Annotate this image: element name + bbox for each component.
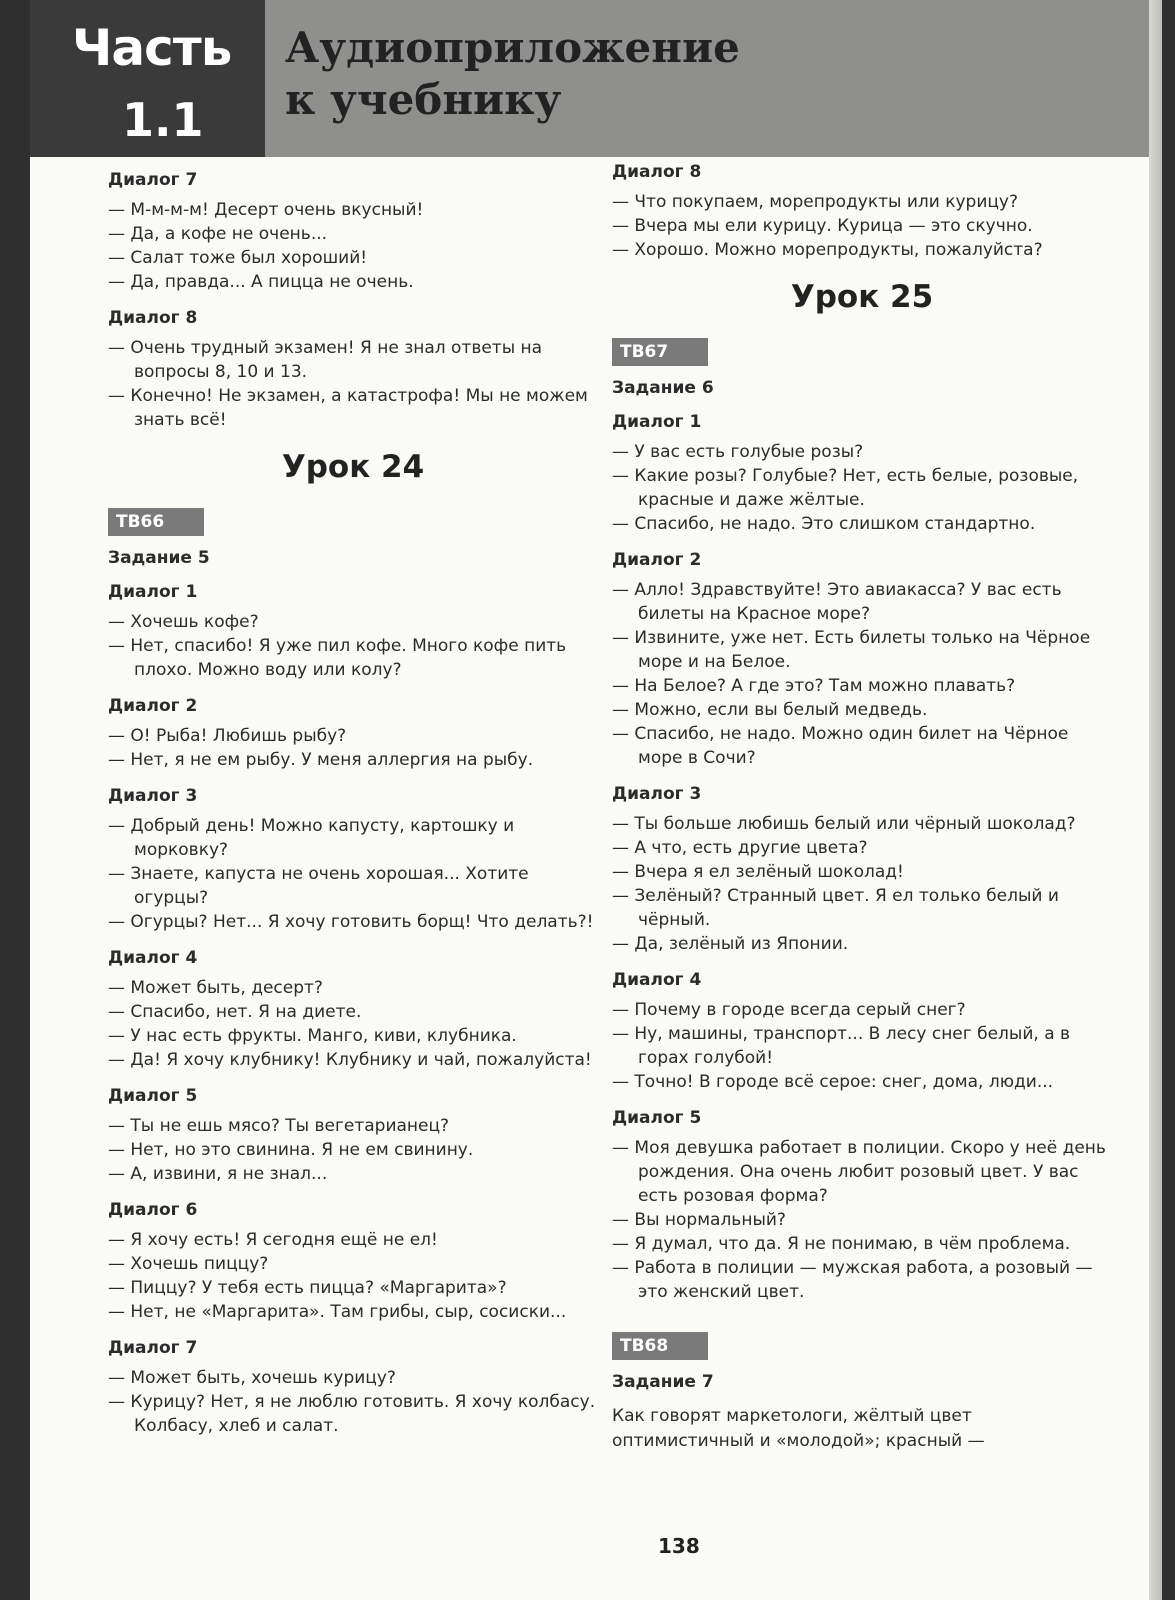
dialog-title: Диалог 1 <box>612 412 702 432</box>
dialog-line: — Я думал, что да. Я не понимаю, в чём проблема. <box>612 1234 1071 1254</box>
task-heading-6: Задание 6 <box>612 378 714 398</box>
dialog-line: — Нет, я не ем рыбу. У меня аллергия на рыбу. <box>108 750 534 770</box>
dialog-block <box>108 784 598 934</box>
dialog-block <box>108 168 598 294</box>
dialog-line: — Я хочу есть! Я сегодня ещё не ел! <box>108 1230 438 1250</box>
dialog-title: Диалог 8 <box>612 162 702 182</box>
dialog-line: — У нас есть фрукты. Манго, киви, клубника. <box>108 1026 517 1046</box>
right-dialogs <box>612 410 1112 1304</box>
track-badge-tb67: ТВ67 <box>612 338 708 366</box>
dialog-block <box>612 410 1112 536</box>
dialog-block <box>108 694 598 772</box>
dialog-line: — Хорошо. Можно морепродукты, пожалуйста? <box>612 240 1043 260</box>
dialog-block <box>612 782 1112 956</box>
dialog-block <box>108 580 598 682</box>
dialog-line: — Да, правда... А пицца не очень. <box>108 272 414 292</box>
dialog-line: — Вчера я ел зелёный шоколад! <box>612 862 904 882</box>
dialog-title: Диалог 4 <box>108 948 198 968</box>
part-number: 1.1 <box>122 93 204 147</box>
dialog-line: — У вас есть голубые розы? <box>612 442 864 462</box>
dialog-title: Диалог 7 <box>108 170 198 190</box>
dialog-title: Диалог 8 <box>108 308 198 328</box>
dialog-line: — Нет, спасибо! Я уже пил кофе. Много кофе пить плохо. Можно воду или колу? <box>108 636 567 680</box>
dialog-title: Диалог 1 <box>108 582 198 602</box>
dialog-line: — О! Рыба! Любишь рыбу? <box>108 726 347 746</box>
left-pre-dialogs <box>108 168 598 432</box>
right-pre-dialog <box>612 160 1112 262</box>
left-column <box>108 168 598 1450</box>
dialog-title: Диалог 5 <box>108 1086 198 1106</box>
dialog-line: — Хочешь пиццу? <box>108 1254 269 1274</box>
dialog-line: — Конечно! Не экзамен, а катастрофа! Мы не можем знать всё! <box>108 386 588 430</box>
dialog-line: — Да, зелёный из Японии. <box>612 934 849 954</box>
dialog-line: — Зелёный? Странный цвет. Я ел только белый и чёрный. <box>612 886 1059 930</box>
dialog-title: Диалог 3 <box>108 786 198 806</box>
task-heading-7: Задание 7 <box>612 1372 714 1392</box>
dialog-line: — Какие розы? Голубые? Нет, есть белые, розовые, красные и даже жёлтые. <box>612 466 1079 510</box>
dialog-line: — Ты больше любишь белый или чёрный шоколад? <box>612 814 1076 834</box>
textbook-page <box>30 0 1162 1600</box>
dialog-line: — Вчера мы ели курицу. Курица — это скучно. <box>612 216 1033 236</box>
page-title <box>285 22 740 126</box>
dialog-title: Диалог 5 <box>612 1108 702 1128</box>
dialog-line: — Да, а кофе не очень... <box>108 224 328 244</box>
dialog-line: — Точно! В городе всё серое: снег, дома, люди... <box>612 1072 1054 1092</box>
dialog-line: — Нет, не «Маргарита». Там грибы, сыр, сосиски... <box>108 1302 567 1322</box>
title-line-1: Аудиоприложение <box>285 23 740 72</box>
track-badge-tb66: ТВ66 <box>108 508 204 536</box>
dialog-line: — Вы нормальный? <box>612 1210 786 1230</box>
dialog-block <box>108 1198 598 1324</box>
track-badge-tb68: ТВ68 <box>612 1332 708 1360</box>
dialog-line: — Алло! Здравствуйте! Это авиакасса? У вас есть билеты на Красное море? <box>612 580 1062 624</box>
dialog-line: — На Белое? А где это? Там можно плавать? <box>612 676 1016 696</box>
dialog-line: — Что покупаем, морепродукты или курицу? <box>612 192 1019 212</box>
dialog-line: — Может быть, десерт? <box>108 978 323 998</box>
dialog-line: — Пиццу? У тебя есть пицца? «Маргарита»? <box>108 1278 507 1298</box>
right-column <box>612 160 1112 1454</box>
dialog-line: — Работа в полиции — мужская работа, а розовый — это женский цвет. <box>612 1258 1093 1302</box>
dialog-block <box>612 160 1112 262</box>
part-label-box <box>30 0 265 157</box>
dialog-line: — Очень трудный экзамен! Я не знал ответы на вопросы 8, 10 и 13. <box>108 338 543 382</box>
page-edge <box>1149 0 1162 1600</box>
dialog-block <box>612 548 1112 770</box>
dialog-line: — Ты не ешь мясо? Ты вегетарианец? <box>108 1116 450 1136</box>
lesson-heading-24: Урок 24 <box>281 449 425 485</box>
dialog-block <box>612 968 1112 1094</box>
dialog-line: — Спасибо, нет. Я на диете. <box>108 1002 362 1022</box>
dialog-line: — А, извини, я не знал... <box>108 1164 328 1184</box>
dialog-line: — А что, есть другие цвета? <box>612 838 868 858</box>
dialog-line: — Добрый день! Можно капусту, картошку и морковку? <box>108 816 515 860</box>
dialog-title: Диалог 3 <box>612 784 702 804</box>
title-line-2: к учебнику <box>285 75 562 124</box>
dialog-block <box>108 1336 598 1438</box>
dialog-block <box>108 1084 598 1186</box>
dialog-block <box>108 306 598 432</box>
lesson-heading-25: Урок 25 <box>790 279 934 315</box>
dialog-block <box>612 1106 1112 1304</box>
dialog-line: — Да! Я хочу клубнику! Клубнику и чай, пожалуйста! <box>108 1050 592 1070</box>
dialog-title: Диалог 2 <box>108 696 198 716</box>
part-word: Часть <box>72 19 232 77</box>
dialog-line: — Может быть, хочешь курицу? <box>108 1368 396 1388</box>
dialog-line: — Извините, уже нет. Есть билеты только на Чёрное море и на Белое. <box>612 628 1091 672</box>
dialog-line: — Спасибо, не надо. Это слишком стандартно. <box>612 514 1036 534</box>
dialog-title: Диалог 7 <box>108 1338 198 1358</box>
dialog-line: — Огурцы? Нет... Я хочу готовить борщ! Что делать?! <box>108 912 594 932</box>
dialog-line: — Хочешь кофе? <box>108 612 259 632</box>
dialog-title: Диалог 4 <box>612 970 702 990</box>
dialog-line: — Ну, машины, транспорт... В лесу снег белый, а в горах голубой! <box>612 1024 1071 1068</box>
dialog-line: — Почему в городе всегда серый снег? <box>612 1000 966 1020</box>
dialog-line: — Можно, если вы белый медведь. <box>612 700 928 720</box>
dialog-title: Диалог 6 <box>108 1200 198 1220</box>
dialog-line: — Салат тоже был хороший! <box>108 248 368 268</box>
task-7-paragraph: Как говорят маркетологи, жёлтый цвет оптимистичный и «молодой»; красный — <box>612 1406 985 1451</box>
dialog-line: — Курицу? Нет, я не люблю готовить. Я хочу колбасу. Колбасу, хлеб и салат. <box>108 1392 596 1436</box>
page-header <box>30 0 1162 157</box>
dialog-block <box>108 946 598 1072</box>
task-heading-5: Задание 5 <box>108 548 210 568</box>
dialog-line: — Нет, но это свинина. Я не ем свинину. <box>108 1140 474 1160</box>
left-dialogs <box>108 580 598 1438</box>
dialog-line: — Спасибо, не надо. Можно один билет на Чёрное море в Сочи? <box>612 724 1069 768</box>
dialog-line: — М-м-м-м! Десерт очень вкусный! <box>108 200 424 220</box>
page-number: 138 <box>658 1534 700 1558</box>
dialog-line: — Моя девушка работает в полиции. Скоро у неё день рождения. Она очень любит розовый цвет. У вас есть розовая форма? <box>612 1138 1106 1206</box>
dialog-line: — Знаете, капуста не очень хорошая... Хотите огурцы? <box>108 864 529 908</box>
dialog-title: Диалог 2 <box>612 550 702 570</box>
